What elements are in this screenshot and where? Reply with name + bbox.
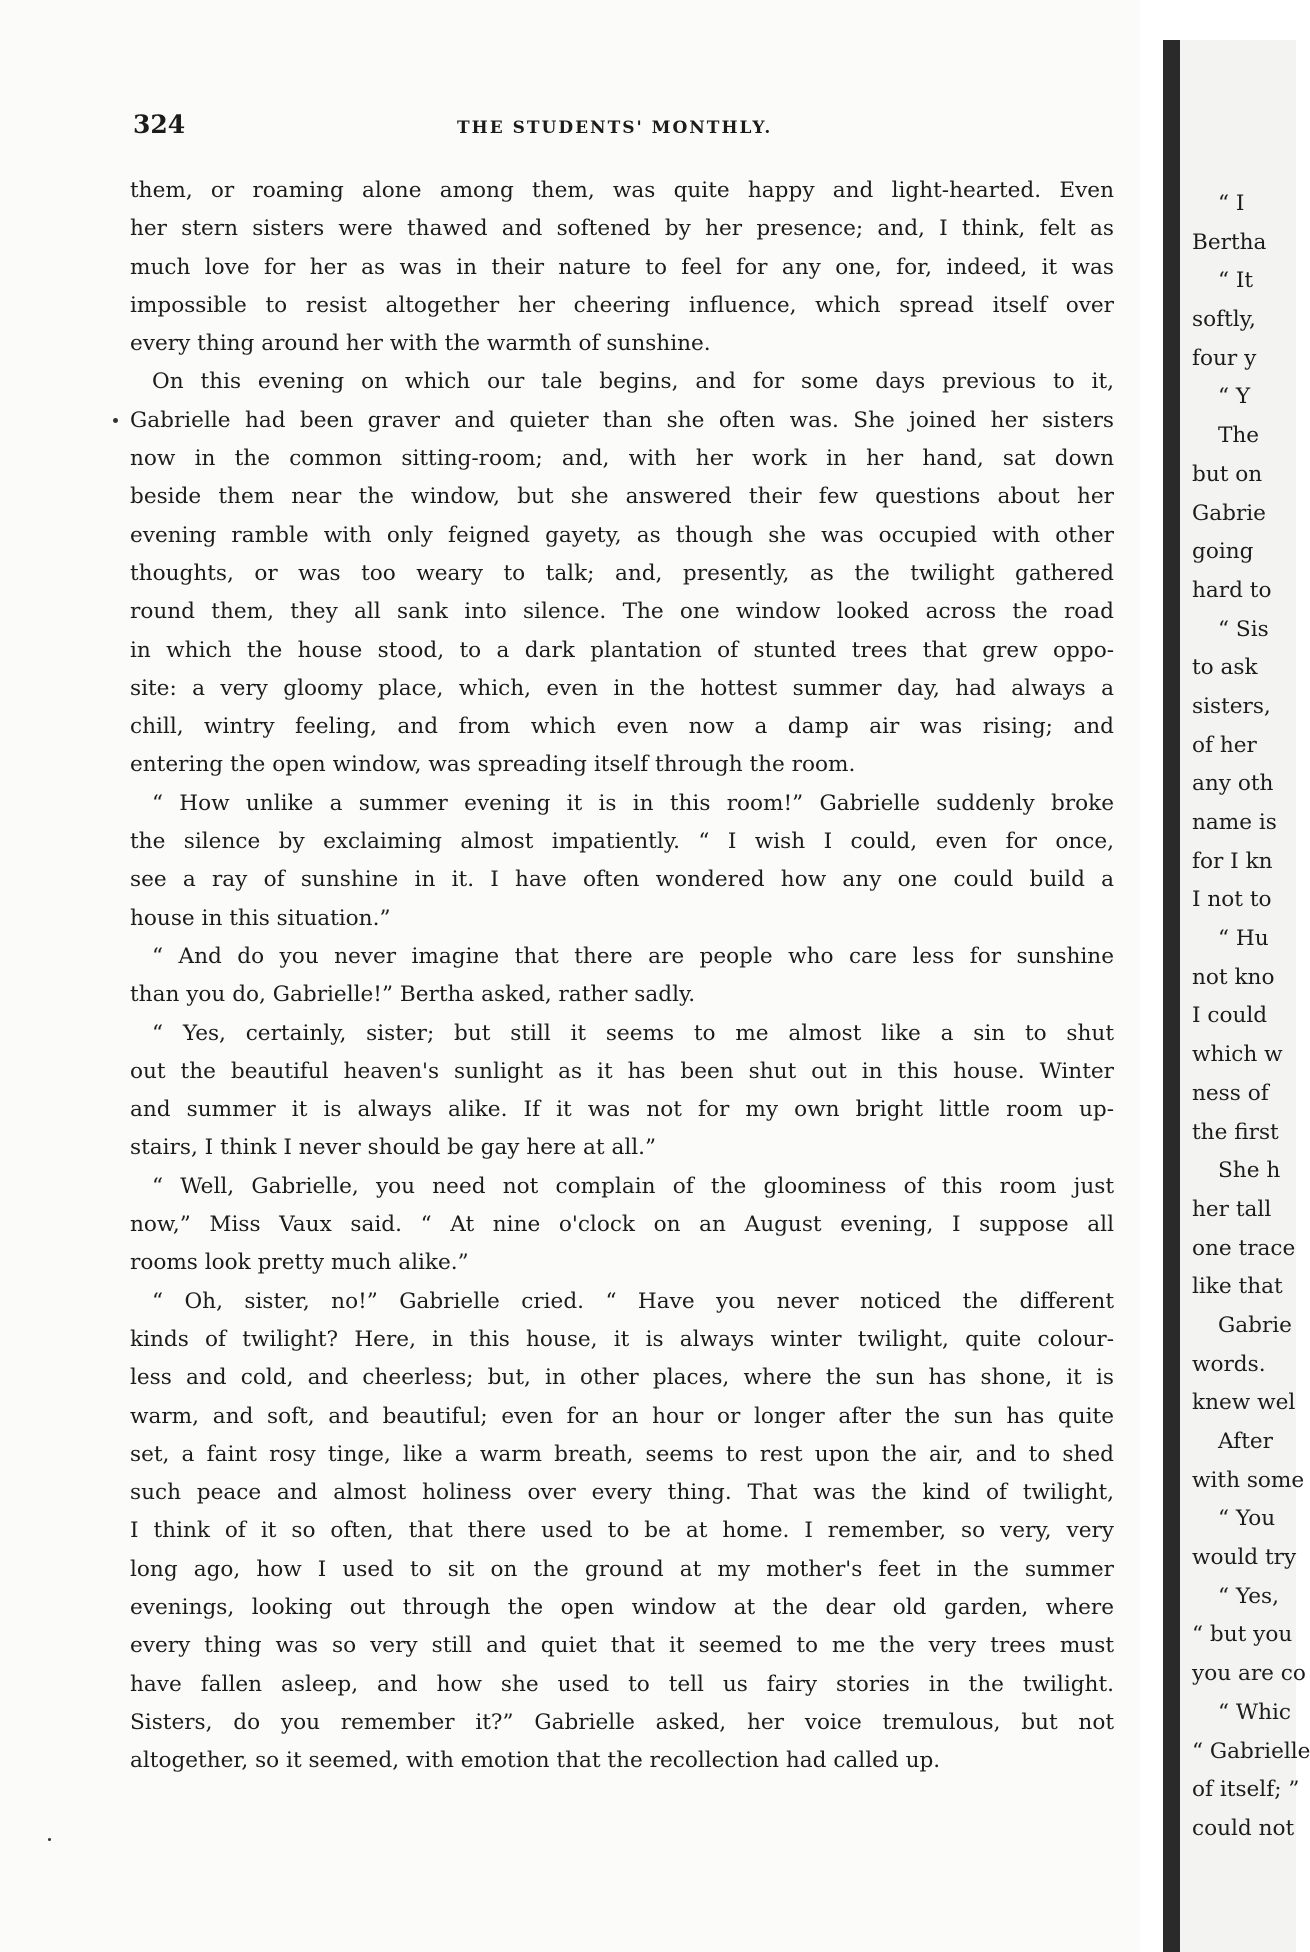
facing-line: softly, xyxy=(1192,307,1256,333)
facing-line: to ask xyxy=(1192,655,1258,681)
facing-line: of her xyxy=(1192,732,1257,758)
facing-line: which w xyxy=(1192,1042,1283,1068)
body-line: evening ramble with only feigned gayety, as though she was occupied with other xyxy=(130,522,1114,548)
body-line: long ago, how I used to sit on the ground at my mother's feet in the summer xyxy=(130,1556,1114,1582)
body-line: warm, and soft, and beautiful; even for an hour or longer after the sun has quite xyxy=(130,1403,1114,1429)
facing-line: “ but you xyxy=(1192,1622,1293,1648)
facing-line: would try xyxy=(1192,1545,1297,1571)
facing-line: could not xyxy=(1192,1815,1295,1841)
facing-line: Bertha xyxy=(1192,229,1267,255)
body-line: chill, wintry feeling, and from which even now a damp air was rising; and xyxy=(130,714,1114,740)
facing-line: After xyxy=(1218,1429,1273,1454)
facing-line: knew wel xyxy=(1192,1390,1296,1416)
facing-line: sisters, xyxy=(1192,693,1271,719)
facing-line: one trace xyxy=(1192,1235,1296,1261)
body-line: house in this situation.” xyxy=(130,905,391,931)
body-line: “ Oh, sister, no!” Gabrielle cried. “ Have you never noticed the different xyxy=(152,1288,1114,1314)
margin-speck xyxy=(113,418,118,423)
facing-line: hard to xyxy=(1192,577,1272,603)
body-line: On this evening on which our tale begins, and for some days previous to it, xyxy=(152,369,1114,395)
body-line: entering the open window, was spreading itself through the room. xyxy=(130,752,856,778)
facing-line: “ I xyxy=(1218,191,1245,216)
body-line: every thing around her with the warmth of sunshine. xyxy=(130,331,711,357)
facing-line: “ Hu xyxy=(1218,926,1269,952)
body-line: now in the common sitting-room; and, with her work in her hand, sat down xyxy=(130,446,1114,472)
body-line: in which the house stood, to a dark plantation of stunted trees that grew oppo- xyxy=(130,637,1114,663)
facing-line: Gabrie xyxy=(1218,1312,1292,1338)
body-line: such peace and almost holiness over every thing. That was the kind of twilight, xyxy=(130,1480,1114,1506)
body-line: rooms look pretty much alike.” xyxy=(130,1250,469,1276)
facing-line: I could xyxy=(1192,1003,1268,1029)
facing-line: four y xyxy=(1192,345,1257,371)
facing-line: name is xyxy=(1192,810,1277,835)
facing-line: but on xyxy=(1192,461,1263,487)
body-line: “ Well, Gabrielle, you need not complain of the gloominess of this room just xyxy=(152,1173,1114,1199)
facing-line: Gabrie xyxy=(1192,500,1266,526)
facing-line: with some xyxy=(1192,1467,1305,1493)
body-line: Sisters, do you remember it?” Gabrielle asked, her voice tremulous, but not xyxy=(130,1709,1114,1735)
facing-line: like that xyxy=(1192,1274,1283,1300)
body-line: her stern sisters were thawed and softened by her presence; and, I think, felt as xyxy=(130,216,1114,242)
body-line: site: a very gloomy place, which, even in the hottest summer day, had always a xyxy=(130,675,1114,701)
body-line: kinds of twilight? Here, in this house, it is always winter twilight, quite colour- xyxy=(130,1326,1114,1352)
margin-speck xyxy=(48,1838,51,1841)
body-line: less and cold, and cheerless; but, in other places, where the sun has shone, it is xyxy=(130,1365,1114,1391)
facing-line: “ Whic xyxy=(1218,1699,1292,1725)
body-line: I think of it so often, that there used to be at home. I remember, so very, very xyxy=(130,1518,1114,1544)
body-text xyxy=(130,172,1114,1780)
body-line: set, a faint rosy tinge, like a warm breath, seems to rest upon the air, and to shed xyxy=(130,1441,1114,1467)
facing-line: “ Sis xyxy=(1218,616,1269,642)
running-title: THE STUDENTS' MONTHLY. xyxy=(457,118,773,138)
facing-line: “ You xyxy=(1218,1506,1276,1532)
facing-line: The xyxy=(1218,423,1260,449)
body-line: “ Yes, certainly, sister; but still it seems to me almost like a sin to shut xyxy=(152,1020,1114,1046)
facing-line: of itself; ” xyxy=(1192,1777,1300,1803)
facing-line: “ Yes, xyxy=(1218,1583,1280,1609)
body-line: out the beautiful heaven's sunlight as it has been shut out in this house. Winter xyxy=(130,1058,1114,1084)
facing-page xyxy=(1180,40,1310,1952)
facing-line: words. xyxy=(1192,1351,1266,1377)
facing-line: going xyxy=(1192,539,1254,565)
body-line: beside them near the window, but she answered their few questions about her xyxy=(130,484,1114,510)
body-line: “ And do you never imagine that there are people who care less for sunshine xyxy=(152,943,1114,969)
body-line: than you do, Gabrielle!” Bertha asked, rather sadly. xyxy=(130,982,696,1008)
body-line: much love for her as was in their nature to feel for any one, for, indeed, it was xyxy=(130,254,1114,280)
body-line: impossible to resist altogether her cheering influence, which spread itself over xyxy=(130,292,1114,318)
facing-page-text xyxy=(1180,185,1310,1849)
facing-line: you are co xyxy=(1192,1661,1306,1687)
body-line: and summer it is always alike. If it was not for my own bright little room up- xyxy=(130,1097,1114,1123)
facing-line: her tall xyxy=(1192,1196,1272,1222)
facing-line: ness of xyxy=(1192,1080,1269,1106)
facing-line: “ Gabrielle xyxy=(1192,1738,1310,1764)
body-line: “ How unlike a summer evening it is in this room!” Gabrielle suddenly broke xyxy=(152,790,1114,816)
facing-line: “ Y xyxy=(1218,384,1251,410)
body-line: thoughts, or was too weary to talk; and, presently, as the twilight gathered xyxy=(130,560,1114,586)
body-line: now,” Miss Vaux said. “ At nine o'clock on an August evening, I suppose all xyxy=(130,1212,1114,1238)
body-line: altogether, so it seemed, with emotion that the recollection had called up. xyxy=(130,1748,941,1774)
binding-gutter xyxy=(1163,40,1180,1952)
body-line: round them, they all sank into silence. The one window looked across the road xyxy=(130,599,1114,625)
body-line: evenings, looking out through the open window at the dear old garden, where xyxy=(130,1594,1114,1620)
facing-line: She h xyxy=(1218,1158,1281,1184)
body-line: stairs, I think I never should be gay here at all.” xyxy=(130,1135,657,1161)
facing-line: “ It xyxy=(1218,268,1254,294)
body-line: see a ray of sunshine in it. I have often wondered how any one could build a xyxy=(130,867,1114,893)
facing-line: I not to xyxy=(1192,887,1272,913)
page-number: 324 xyxy=(133,110,186,139)
body-line: them, or roaming alone among them, was quite happy and light-hearted. Even xyxy=(130,178,1114,203)
body-line: have fallen asleep, and how she used to tell us fairy stories in the twilight. xyxy=(130,1671,1114,1697)
body-line: Gabrielle had been graver and quieter than she often was. She joined her sisters xyxy=(130,407,1114,433)
facing-line: the first xyxy=(1192,1119,1279,1145)
facing-line: any oth xyxy=(1192,771,1274,797)
facing-line: not kno xyxy=(1192,964,1275,990)
body-line: the silence by exclaiming almost impatiently. “ I wish I could, even for once, xyxy=(130,829,1114,855)
facing-line: for I kn xyxy=(1192,848,1273,874)
body-line: every thing was so very still and quiet that it seemed to me the very trees must xyxy=(130,1633,1114,1659)
